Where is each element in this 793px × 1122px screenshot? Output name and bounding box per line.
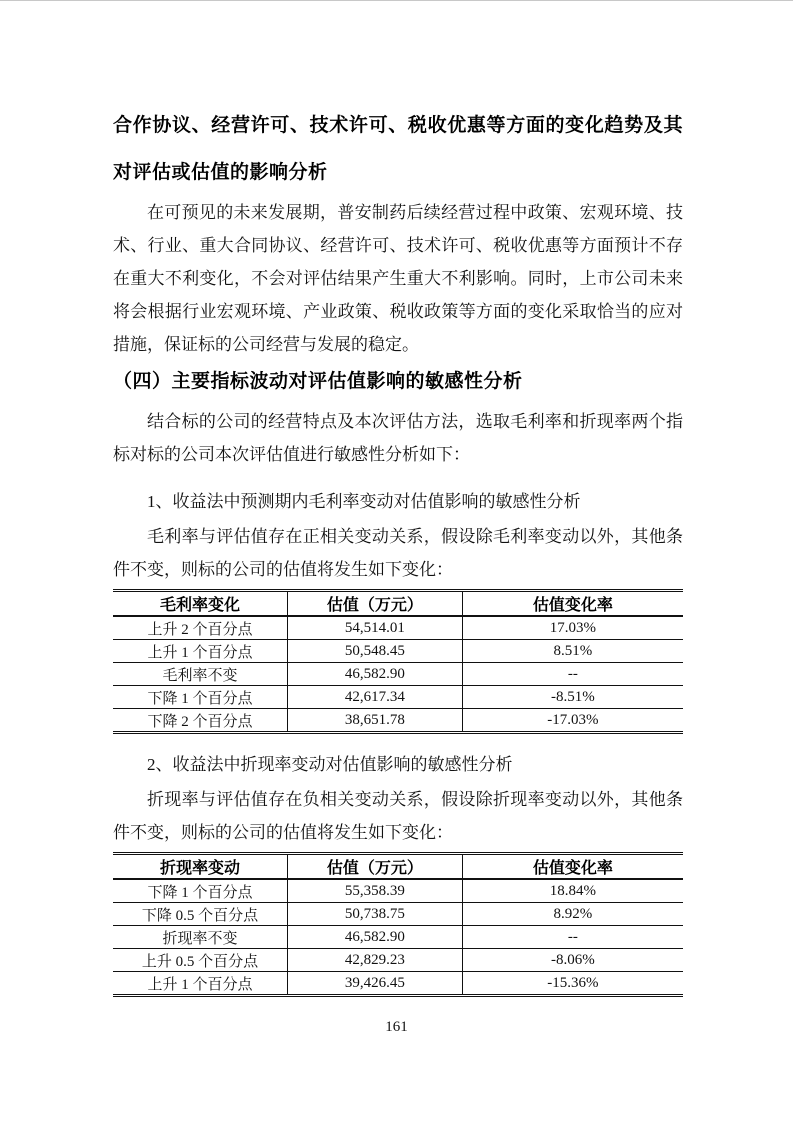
- table-cell: 42,829.23: [287, 949, 462, 972]
- table-cell: 毛利率不变: [113, 663, 287, 686]
- table-cell: 8.92%: [462, 903, 683, 926]
- table-cell: 42,617.34: [287, 686, 462, 709]
- table-cell: 下降 1 个百分点: [113, 686, 287, 709]
- paragraph-outlook: 在可预见的未来发展期，普安制药后续经营过程中政策、宏观环境、技术、行业、重大合同协议、经营许可、技术许可、税收优惠等方面预计不存在重大不利变化，不会对评估结果产生重大不利影响。同时，上市公司未来将会根据行业宏观环境、产业政策、税收政策等方面的变化采取恰当的应对措施，保证标的公司经营与发展的稳定。: [113, 203, 683, 354]
- item-title-discount-rate-sensitivity: 2、收益法中折现率变动对估值影响的敏感性分析: [147, 755, 513, 774]
- header-row: [113, 591, 683, 617]
- table-cell: 39,426.45: [287, 972, 462, 996]
- header-row: [113, 854, 683, 880]
- table-row: [113, 663, 683, 686]
- table-cell: --: [462, 926, 683, 949]
- table-cell: 50,738.75: [287, 903, 462, 926]
- document-heading: 合作协议、经营许可、技术许可、税收优惠等方面的变化趋势及其对评估或估值的影响分析: [113, 115, 683, 183]
- table-cell: 下降 2 个百分点: [147, 713, 253, 730]
- table-row: [113, 949, 683, 972]
- table-row: [113, 686, 683, 709]
- table-cell: -8.06%: [462, 949, 683, 972]
- table-row: [113, 903, 683, 926]
- table-cell: 50,548.45: [287, 640, 462, 663]
- table-row: [113, 972, 683, 996]
- table-cell: 上升 1 个百分点: [113, 640, 287, 663]
- table-cell: 上升 0.5 个百分点: [113, 949, 287, 972]
- table-head: [113, 854, 683, 880]
- table-row: [113, 640, 683, 663]
- column-header: 估值（万元）: [287, 591, 462, 617]
- table-cell: -17.03%: [462, 709, 683, 733]
- gross-margin-sensitivity-table: [113, 589, 683, 734]
- table-row: [113, 616, 683, 640]
- table-cell: -8.51%: [462, 686, 683, 709]
- table-cell: 46,582.90: [287, 663, 462, 686]
- table-cell: -15.36%: [462, 972, 683, 996]
- discount-rate-sensitivity-table: [113, 852, 683, 997]
- table-cell: 下降 1 个百分点: [113, 879, 287, 903]
- column-header: 估值（万元）: [287, 854, 462, 880]
- table-cell: 54,514.01: [287, 616, 462, 640]
- column-header: 折现率变动: [113, 854, 287, 880]
- page-number: 161: [385, 1019, 408, 1035]
- table-body: [113, 879, 683, 996]
- table-cell: 38,651.78: [287, 709, 462, 733]
- table-cell: 折现率不变: [113, 926, 287, 949]
- table-row: [113, 879, 683, 903]
- paragraph-gross-margin-desc: 毛利率与评估值存在正相关变动关系，假设除毛利率变动以外，其他条件不变，则标的公司的估值将发生如下变化：: [113, 527, 683, 579]
- paragraph-sensitivity-intro: 结合标的公司的经营特点及本次评估方法，选取毛利率和折现率两个指标对标的公司本次评估值进行敏感性分析如下：: [113, 412, 683, 464]
- table-cell: 17.03%: [462, 616, 683, 640]
- table-cell: 55,358.39: [287, 879, 462, 903]
- column-header: 毛利率变化: [113, 591, 287, 617]
- table-cell: --: [462, 663, 683, 686]
- table-body: [113, 616, 683, 733]
- table-row: [113, 926, 683, 949]
- table-cell: 46,582.90: [287, 926, 462, 949]
- table-row: [113, 709, 683, 733]
- table-cell: 8.51%: [462, 640, 683, 663]
- paragraph-discount-rate-desc: 折现率与评估值存在负相关变动关系，假设除折现率变动以外，其他条件不变，则标的公司的估值将发生如下变化：: [113, 790, 683, 842]
- section-heading-sensitivity-analysis: （四）主要指标波动对评估值影响的敏感性分析: [113, 371, 523, 392]
- item-title-gross-margin-sensitivity: 1、收益法中预测期内毛利率变动对估值影响的敏感性分析: [147, 492, 581, 511]
- table-cell: 下降 0.5 个百分点: [113, 903, 287, 926]
- table-head: [113, 591, 683, 617]
- table-cell: 上升 1 个百分点: [147, 976, 253, 993]
- column-header: 估值变化率: [462, 591, 683, 617]
- table-cell: 上升 2 个百分点: [113, 616, 287, 640]
- table-cell: 18.84%: [462, 879, 683, 903]
- column-header: 估值变化率: [462, 854, 683, 880]
